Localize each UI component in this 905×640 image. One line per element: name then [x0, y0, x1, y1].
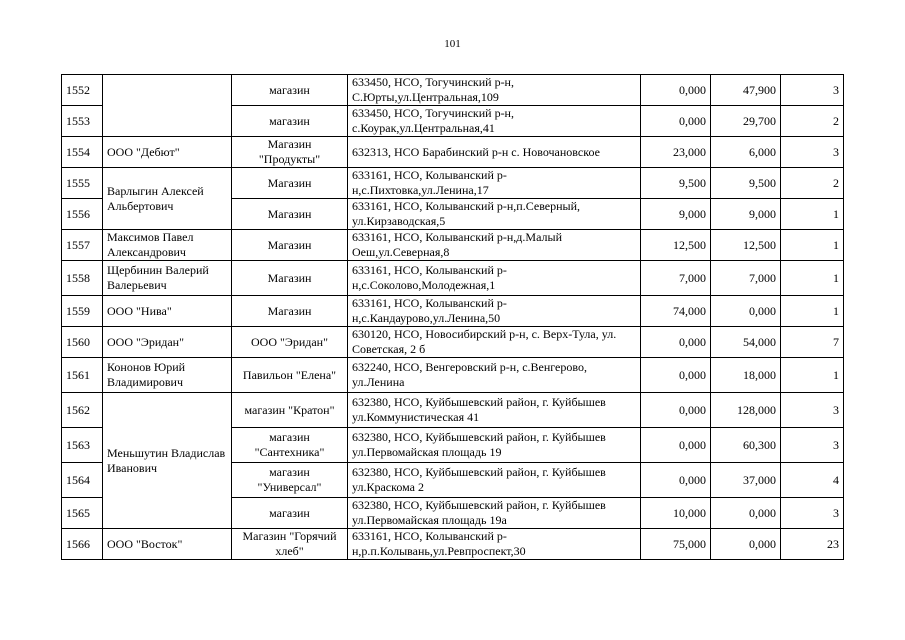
value-3: 1 [781, 261, 844, 296]
value-3: 1 [781, 358, 844, 393]
address: 632380, НСО, Куйбышевский район, г. Куйбышев ул.Первомайская площадь 19 [348, 428, 641, 463]
address: 633450, НСО, Тогучинский р-н, С.Юрты,ул.Центральная,109 [348, 75, 641, 106]
table-row [62, 296, 844, 327]
object-type: магазин [232, 498, 348, 529]
row-number: 1559 [62, 296, 103, 327]
row-number: 1558 [62, 261, 103, 296]
value-1: 12,500 [641, 230, 711, 261]
value-2: 37,000 [711, 463, 781, 498]
value-3: 3 [781, 498, 844, 529]
address: 633161, НСО, Колыванский р-н,д.Малый Оеш,ул.Северная,8 [348, 230, 641, 261]
page-number: 101 [444, 38, 461, 50]
value-3: 1 [781, 199, 844, 230]
object-type: Павильон "Елена" [232, 358, 348, 393]
table-row [62, 393, 844, 428]
value-1: 0,000 [641, 106, 711, 137]
value-2: 54,000 [711, 327, 781, 358]
value-3: 23 [781, 529, 844, 560]
value-1: 74,000 [641, 296, 711, 327]
value-3: 2 [781, 168, 844, 199]
value-1: 9,000 [641, 199, 711, 230]
owner-cell: ООО "Восток" [103, 529, 232, 560]
owner-cell: Максимов Павел Александрович [103, 230, 232, 261]
value-2: 29,700 [711, 106, 781, 137]
value-2: 0,000 [711, 529, 781, 560]
row-number: 1561 [62, 358, 103, 393]
value-1: 7,000 [641, 261, 711, 296]
value-2: 9,500 [711, 168, 781, 199]
owner-cell [103, 75, 232, 137]
value-2: 18,000 [711, 358, 781, 393]
value-1: 0,000 [641, 358, 711, 393]
row-number: 1566 [62, 529, 103, 560]
object-type: ООО "Эридан" [232, 327, 348, 358]
value-3: 3 [781, 137, 844, 168]
address: 632380, НСО, Куйбышевский район, г. Куйбышев ул.Краскома 2 [348, 463, 641, 498]
value-2: 12,500 [711, 230, 781, 261]
value-2: 0,000 [711, 296, 781, 327]
address: 632380, НСО, Куйбышевский район, г. Куйбышев ул.Коммунистическая 41 [348, 393, 641, 428]
owner-cell: ООО "Дебют" [103, 137, 232, 168]
table-row [62, 230, 844, 261]
object-type: Магазин [232, 296, 348, 327]
object-type: магазин "Сантехника" [232, 428, 348, 463]
address: 633450, НСО, Тогучинский р-н, с.Коурак,ул.Центральная,41 [348, 106, 641, 137]
row-number: 1563 [62, 428, 103, 463]
object-type: Магазин [232, 199, 348, 230]
row-number: 1554 [62, 137, 103, 168]
object-type: магазин "Универсал" [232, 463, 348, 498]
row-number: 1556 [62, 199, 103, 230]
value-1: 0,000 [641, 393, 711, 428]
object-type: Магазин "Горячий хлеб" [232, 529, 348, 560]
owner-cell: Варлыгин Алексей Альбертович [103, 168, 232, 230]
address: 633161, НСО, Колыванский р-н,п.Северный, ул.Кирзаводская,5 [348, 199, 641, 230]
table-row [62, 168, 844, 199]
value-2: 47,900 [711, 75, 781, 106]
table-row [62, 358, 844, 393]
object-type: Магазин [232, 168, 348, 199]
owner-cell: Меньшутин Владислав Иванович [103, 393, 232, 529]
value-3: 3 [781, 428, 844, 463]
value-3: 3 [781, 393, 844, 428]
table-row [62, 327, 844, 358]
value-1: 9,500 [641, 168, 711, 199]
row-number: 1560 [62, 327, 103, 358]
table-row [62, 261, 844, 296]
row-number: 1565 [62, 498, 103, 529]
table-row [62, 137, 844, 168]
address: 632313, НСО Барабинский р-н с. Новочановское [348, 137, 641, 168]
value-2: 0,000 [711, 498, 781, 529]
value-1: 10,000 [641, 498, 711, 529]
address: 632380, НСО, Куйбышевский район, г. Куйбышев ул.Первомайская площадь 19а [348, 498, 641, 529]
owner-cell: ООО "Нива" [103, 296, 232, 327]
value-2: 128,000 [711, 393, 781, 428]
row-number: 1557 [62, 230, 103, 261]
table-row [62, 529, 844, 560]
object-type: магазин [232, 75, 348, 106]
owner-cell: Кононов Юрий Владимирович [103, 358, 232, 393]
row-number: 1552 [62, 75, 103, 106]
row-number: 1555 [62, 168, 103, 199]
value-1: 75,000 [641, 529, 711, 560]
value-1: 0,000 [641, 75, 711, 106]
value-3: 1 [781, 230, 844, 261]
table-row [62, 75, 844, 106]
object-type: магазин [232, 106, 348, 137]
row-number: 1562 [62, 393, 103, 428]
address: 633161, НСО, Колыванский р-н,с.Соколово,Молодежная,1 [348, 261, 641, 296]
value-2: 6,000 [711, 137, 781, 168]
owner-cell: Щербинин Валерий Валерьевич [103, 261, 232, 296]
value-3: 3 [781, 75, 844, 106]
address: 633161, НСО, Колыванский р-н,с.Кандаурово,ул.Ленина,50 [348, 296, 641, 327]
row-number: 1553 [62, 106, 103, 137]
value-3: 4 [781, 463, 844, 498]
value-1: 0,000 [641, 327, 711, 358]
object-type: Магазин [232, 261, 348, 296]
value-2: 60,300 [711, 428, 781, 463]
value-1: 23,000 [641, 137, 711, 168]
address: 632240, НСО, Венгеровский р-н, с.Венгерово, ул.Ленина [348, 358, 641, 393]
value-3: 7 [781, 327, 844, 358]
value-2: 9,000 [711, 199, 781, 230]
value-1: 0,000 [641, 428, 711, 463]
value-1: 0,000 [641, 463, 711, 498]
value-3: 2 [781, 106, 844, 137]
row-number: 1564 [62, 463, 103, 498]
address: 630120, НСО, Новосибирский р-н, с. Верх-Тула, ул. Советская, 2 б [348, 327, 641, 358]
object-type: Магазин "Продукты" [232, 137, 348, 168]
object-type: магазин "Кратон" [232, 393, 348, 428]
address: 633161, НСО, Колыванский р-н,р.п.Колывань,ул.Ревпроспект,30 [348, 529, 641, 560]
owner-cell: ООО "Эридан" [103, 327, 232, 358]
register-table [61, 74, 844, 560]
value-3: 1 [781, 296, 844, 327]
value-2: 7,000 [711, 261, 781, 296]
object-type: Магазин [232, 230, 348, 261]
address: 633161, НСО, Колыванский р-н,с.Пихтовка,ул.Ленина,17 [348, 168, 641, 199]
